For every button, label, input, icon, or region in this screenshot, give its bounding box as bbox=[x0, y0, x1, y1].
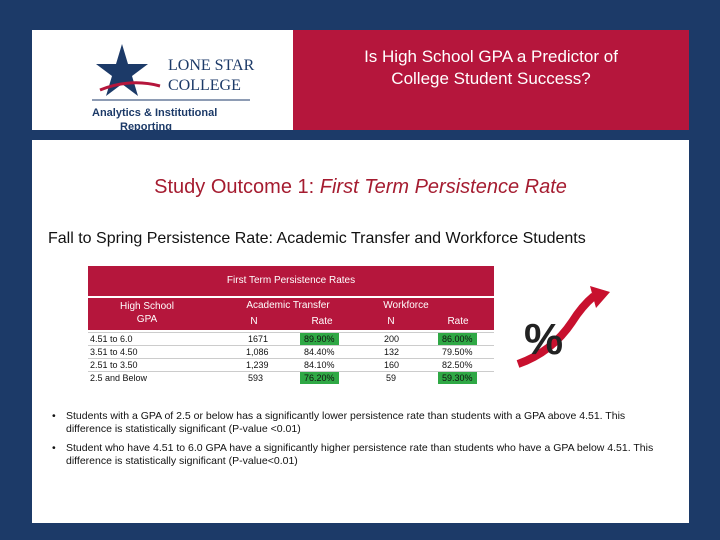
study-title-prefix: Study Outcome 1: bbox=[154, 176, 320, 198]
title-line-2: College Student Success? bbox=[391, 69, 591, 88]
gpa-cell: 2.5 and Below bbox=[90, 373, 148, 383]
percent-arrow-icon bbox=[512, 282, 622, 392]
findings-list bbox=[50, 410, 670, 474]
title-line-1: Is High School GPA a Predictor of bbox=[364, 47, 618, 66]
at-rate-cell: 84.10% bbox=[304, 360, 335, 370]
persistence-table bbox=[88, 266, 494, 390]
at-rate-cell: 89.90% bbox=[300, 333, 339, 345]
lone-star-college-logo bbox=[90, 38, 315, 154]
logo-sub1: Analytics & Institutional bbox=[92, 107, 218, 119]
at-n-header: N bbox=[250, 316, 258, 327]
content-panel bbox=[32, 140, 689, 523]
wf-n-cell: 160 bbox=[384, 360, 400, 370]
table-row bbox=[88, 358, 494, 371]
at-n-cell: 1,086 bbox=[246, 347, 269, 357]
logo-line2: COLLEGE bbox=[168, 77, 241, 94]
logo-panel bbox=[32, 30, 293, 133]
finding-text: Student who have 4.51 to 6.0 GPA have a significantly higher persistence rate than students who have a GPA below 4.51. This difference is statistically significant (P-value<0.01) bbox=[66, 442, 654, 467]
at-rate-header: Rate bbox=[311, 316, 333, 327]
at-n-cell: 593 bbox=[248, 373, 264, 383]
svg-text:%: % bbox=[524, 315, 564, 364]
gpa-cell: 2.51 to 3.50 bbox=[90, 360, 138, 370]
gpa-header-2: GPA bbox=[136, 314, 158, 325]
study-title-italic: First Term Persistence Rate bbox=[319, 176, 567, 198]
wf-n-cell: 59 bbox=[386, 373, 397, 383]
wf-n-header: N bbox=[387, 316, 395, 327]
table-row bbox=[88, 345, 494, 358]
group-academic-transfer: Academic Transfer bbox=[246, 300, 330, 311]
at-rate-cell: 84.40% bbox=[304, 347, 335, 357]
list-item: • Students with a GPA of 2.5 or below has a significantly lower persistence rate than students with a GPA above 4.51. This difference is statistically significant (P-value <0.01) bbox=[52, 410, 626, 435]
wf-rate-header: Rate bbox=[447, 316, 469, 327]
at-rate-cell: 76.20% bbox=[300, 372, 339, 384]
table-title: First Term Persistence Rates bbox=[88, 266, 494, 296]
at-n-cell: 1,239 bbox=[246, 360, 269, 370]
subtitle: Fall to Spring Persistence Rate: Academic Transfer and Workforce Students bbox=[48, 230, 586, 247]
wf-rate-cell: 59.30% bbox=[438, 372, 477, 384]
wf-rate-cell: 86.00% bbox=[438, 333, 477, 345]
page-title bbox=[293, 46, 689, 90]
gpa-header-1: High School bbox=[120, 301, 174, 312]
study-title bbox=[32, 176, 689, 199]
title-banner bbox=[293, 30, 689, 130]
wf-n-cell: 200 bbox=[384, 334, 400, 344]
table-row bbox=[88, 371, 494, 384]
gpa-cell: 4.51 to 6.0 bbox=[90, 334, 133, 344]
table-row bbox=[88, 332, 494, 345]
at-n-cell: 1671 bbox=[248, 334, 269, 344]
list-item: • Student who have 4.51 to 6.0 GPA have a significantly higher persistence rate than students who have a GPA below 4.51. This difference is statistically significant (P-value<0.01) bbox=[52, 442, 654, 467]
wf-rate-cell: 79.50% bbox=[442, 347, 473, 357]
wf-rate-cell: 82.50% bbox=[442, 360, 473, 370]
group-workforce: Workforce bbox=[383, 300, 429, 311]
logo-sub2: Reporting bbox=[120, 121, 172, 133]
logo-line1: LONE STAR bbox=[168, 57, 255, 74]
gpa-cell: 3.51 to 4.50 bbox=[90, 347, 138, 357]
wf-n-cell: 132 bbox=[384, 347, 400, 357]
finding-text: Students with a GPA of 2.5 or below has a significantly lower persistence rate than students with a GPA above 4.51. This difference is statistically significant (P-value <0.01) bbox=[66, 410, 626, 435]
table-column-headers bbox=[88, 298, 494, 330]
